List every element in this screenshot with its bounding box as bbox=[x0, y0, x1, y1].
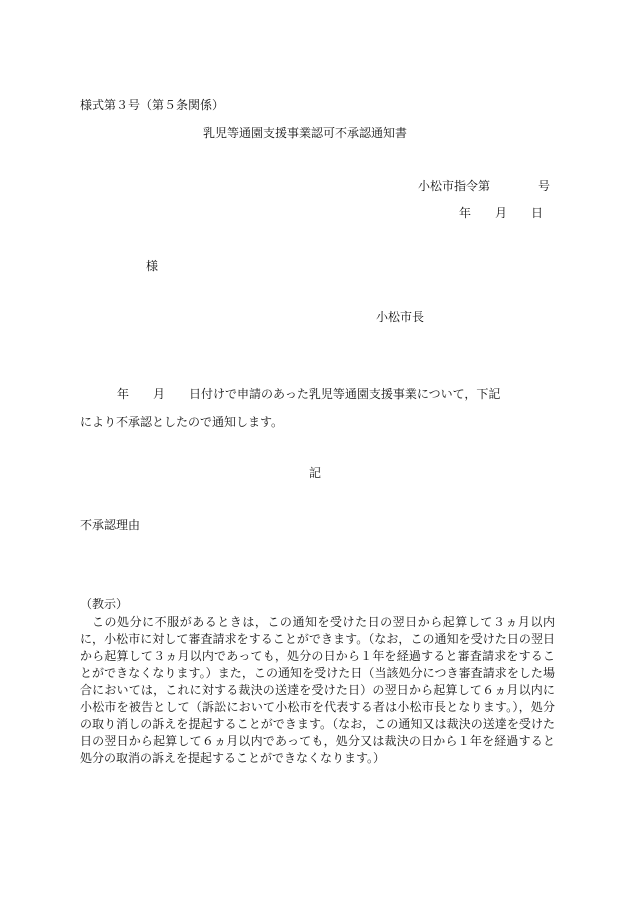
document-title: 乳児等通園支援事業認可不承認通知書 bbox=[203, 126, 408, 140]
issue-date: 年 月 日 bbox=[459, 206, 544, 220]
body-line-2: により不承認としたので通知します。 bbox=[80, 415, 284, 429]
form-label: 様式第３号（第５条関係） bbox=[80, 98, 225, 112]
instruction-body: この処分に不服があるときは，この通知を受けた日の翌日から起算して３ヵ月以内に，小松市に対して審査請求をすることができます。（なお，この通知を受けた日の翌日から起算して３ヵ月以内であっても，処分の日から１年を経過すると審査請求をすることができなくなります。）また，この通知を受けた日（当該処分につき審査請求をした場合においては，これに対する裁決の送達を受けた日）の翌日から起算して６ヵ月以内に小松市を被告として（訴訟において小松市を代表する者は小松市長となります。），処分の取り消しの訴えを提起することができます。（なお，この通知又は裁決の送達を受けた日の翌日から起算して６ヵ月以内であっても，処分又は裁決の日から１年を経過すると処分の取消の訴えを提起することができなくなります。） bbox=[80, 615, 555, 765]
instruction-heading: （教示） bbox=[80, 597, 129, 611]
body-line-1: 年 月 日付けで申請のあった乳児等通園支援事業について，下記 bbox=[117, 387, 501, 401]
issuer: 小松市長 bbox=[376, 310, 425, 324]
reason-label: 不承認理由 bbox=[80, 518, 141, 532]
addressee: 様 bbox=[146, 259, 159, 273]
ki-marker: 記 bbox=[309, 466, 322, 480]
reference-number: 小松市指令第 号 bbox=[418, 179, 551, 193]
